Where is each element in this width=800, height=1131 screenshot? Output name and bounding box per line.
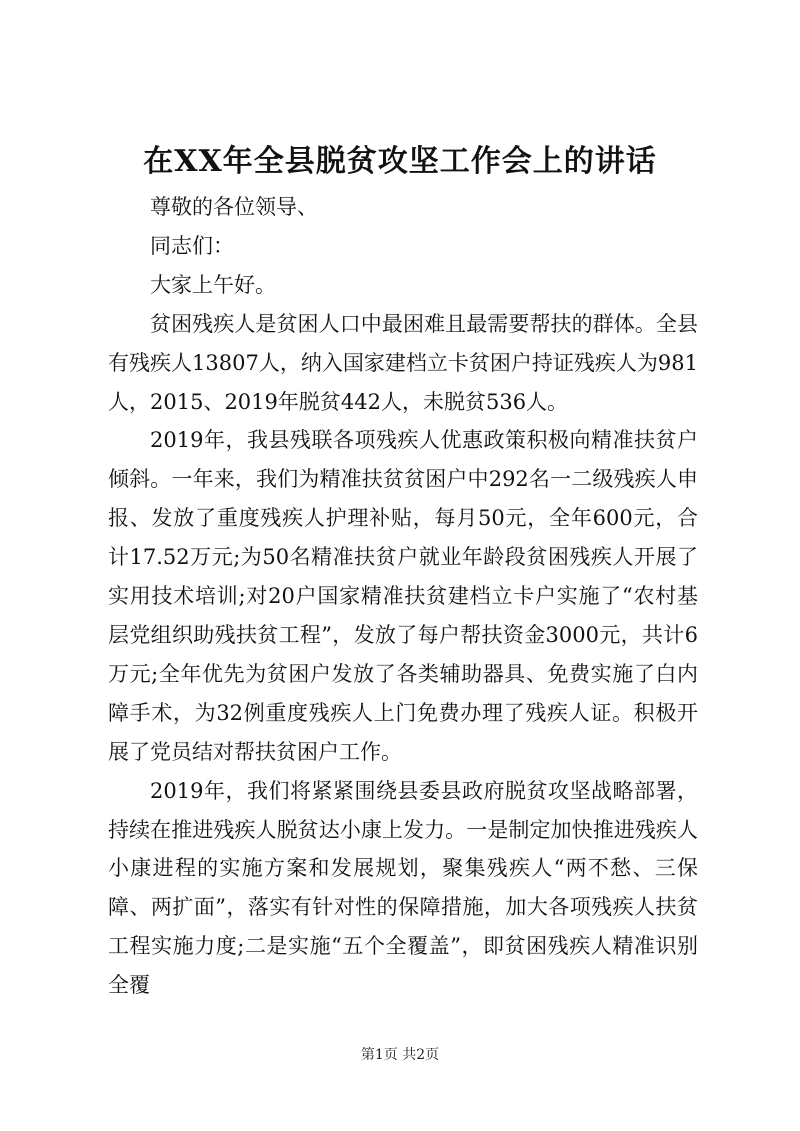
salutation-line: 同志们： (150, 233, 234, 258)
greeting-line: 大家上午好。 (150, 272, 276, 297)
body-paragraph: 2019年，我县残联各项残疾人优惠政策积极向精准扶贫户倾斜。一年来，我们为精准扶贫贫困户中292名一二级残疾人申报、发放了重度残疾人护理补贴，每月50元，全年600元，合计17.52万元;为50名精准扶贫户就业年龄段贫困残疾人开展了实用技术培训;对20户国家精准扶贫建档立卡户实施了“农村基层党组织助残扶贫工程”，发放了每户帮扶资金3000元，共计6万元;全年优先为贫困户发放了各类辅助器具、免费实施了白内障手术，为32例重度残疾人上门免费办理了残疾人证。积极开展了党员结对帮扶贫困户工作。 (108, 428, 698, 764)
document-title: 在XX年全县脱贫攻坚工作会上的讲话 (143, 144, 657, 179)
salutation-line: 尊敬的各位领导、 (150, 195, 318, 219)
document-body (108, 188, 698, 1005)
body-paragraph: 贫困残疾人是贫困人口中最困难且最需要帮扶的群体。全县有残疾人13807人，纳入国家建档立卡贫困户持证残疾人为981人，2015、2019年脱贫442人，未脱贫536人。 (108, 311, 698, 414)
page-footer: 第1页 共2页 (360, 1047, 440, 1063)
body-paragraph: 2019年，我们将紧紧围绕县委县政府脱贫攻坚战略部署，持续在推进残疾人脱贫达小康上发力。一是制定加快推进残疾人小康进程的实施方案和发展规划，聚集残疾人“两不愁、三保障、两扩面”，落实有针对性的保障措施，加大各项残疾人扶贫工程实施力度;二是实施“五个全覆盖”，即贫困残疾人精准识别全覆 (108, 778, 698, 998)
